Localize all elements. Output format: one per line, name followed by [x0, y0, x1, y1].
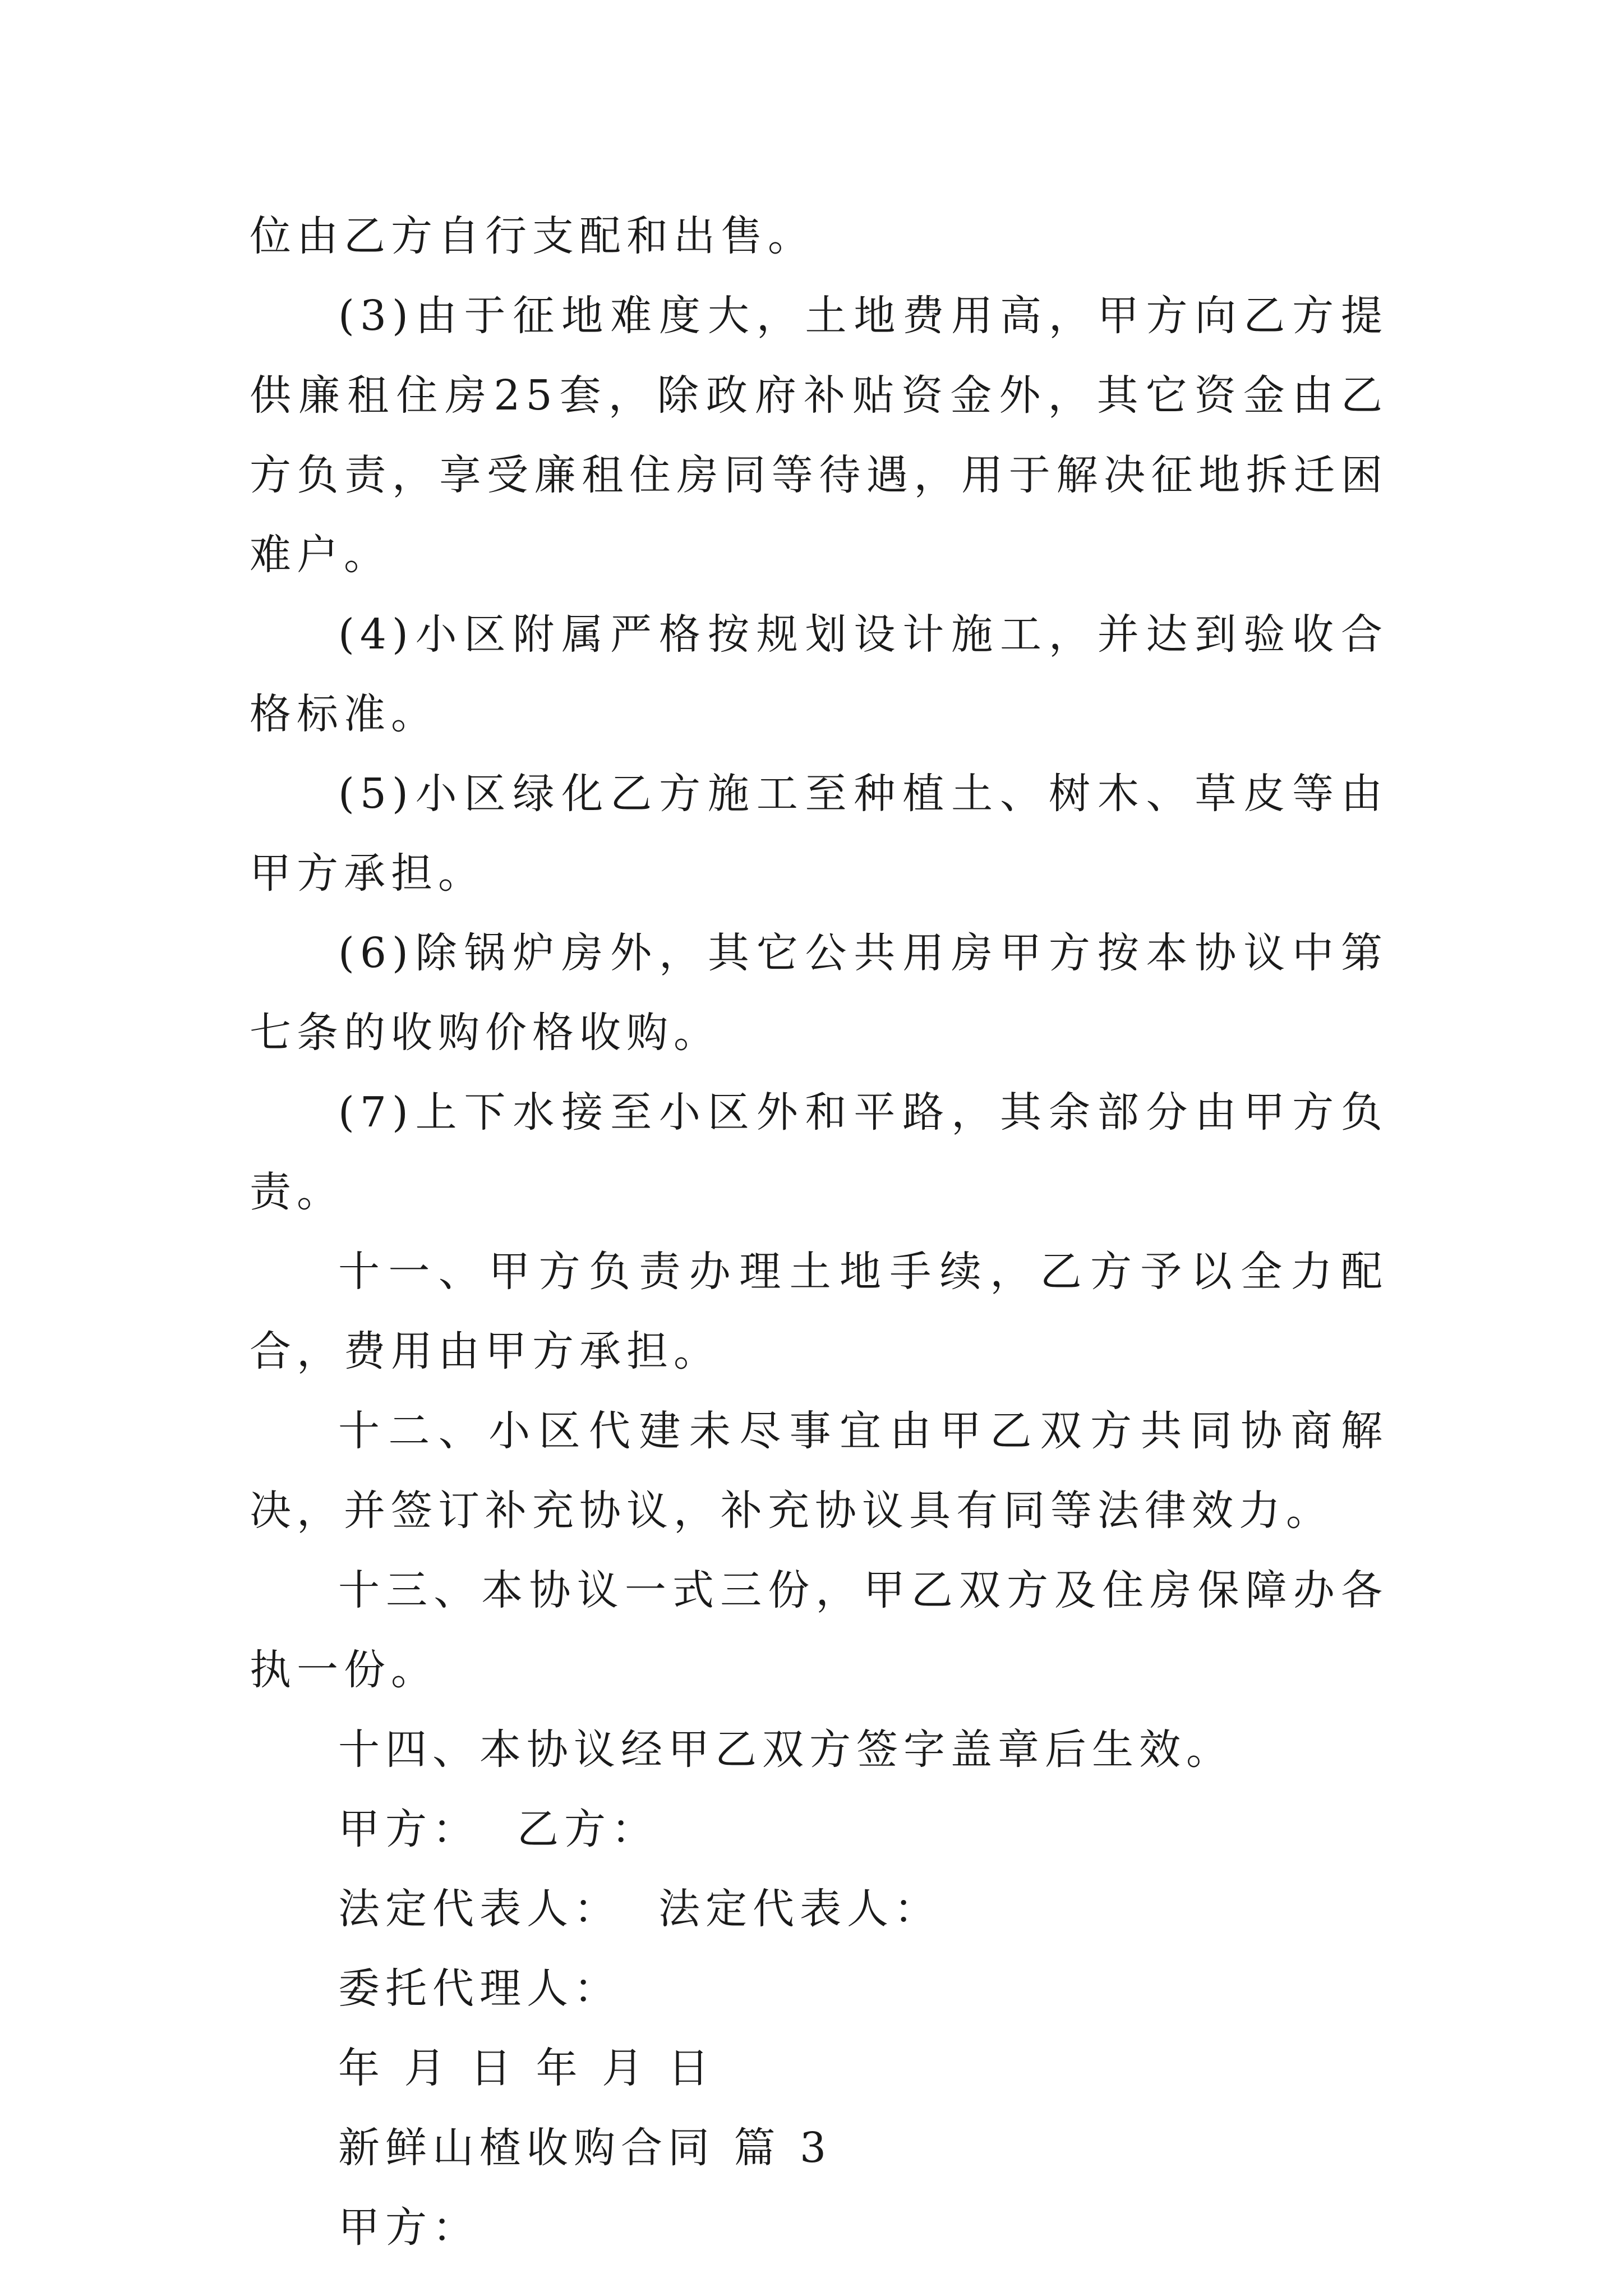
next-contract-party: 甲方： — [338, 2203, 479, 2252]
clause-5: (5)小区绿化乙方施工至种植土、树木、草皮等由甲方承担。 — [250, 770, 1388, 898]
clause-7: (7)上下水接至小区外和平路，其余部分由甲方负责。 — [250, 1088, 1388, 1216]
clause-4: (4)小区附属严格按规划设计施工，并达到验收合格标准。 — [250, 610, 1388, 738]
clause-6: (6)除锅炉房外，其它公共用房甲方按本协议中第七条的收购价格收购。 — [250, 929, 1388, 1057]
signature-legal-reps: 法定代表人： 法定代表人： — [338, 1885, 942, 1933]
clause-3: (3)由于征地难度大，土地费用高，甲方向乙方提供廉租住房25套，除政府补贴资金外，其它资金由乙方负责，享受廉租住房同等待遇，用于解决征地拆迁困难户。 — [250, 292, 1388, 579]
signature-dates: 年 月 日 年 月 日 — [338, 2044, 715, 2092]
signature-parties: 甲方： 乙方： — [338, 1805, 659, 1853]
article-14: 十四、本协议经甲乙双方签字盖章后生效。 — [338, 1726, 1233, 1774]
document-body — [250, 196, 1388, 2267]
signature-agent: 委托代理人： — [338, 1964, 621, 2013]
article-13: 十三、本协议一式三份，甲乙双方及住房保障办各执一份。 — [250, 1566, 1388, 1694]
next-contract-title: 新鲜山楂收购合同 篇 3 — [338, 2124, 832, 2172]
article-12: 十二、小区代建未尽事宜由甲乙双方共同协商解决，并签订补充协议，补充协议具有同等法律效力。 — [250, 1407, 1388, 1535]
article-11: 十一、甲方负责办理土地手续，乙方予以全力配合，费用由甲方承担。 — [250, 1248, 1388, 1375]
paragraph-continuation: 位由乙方自行支配和出售。 — [250, 212, 815, 260]
